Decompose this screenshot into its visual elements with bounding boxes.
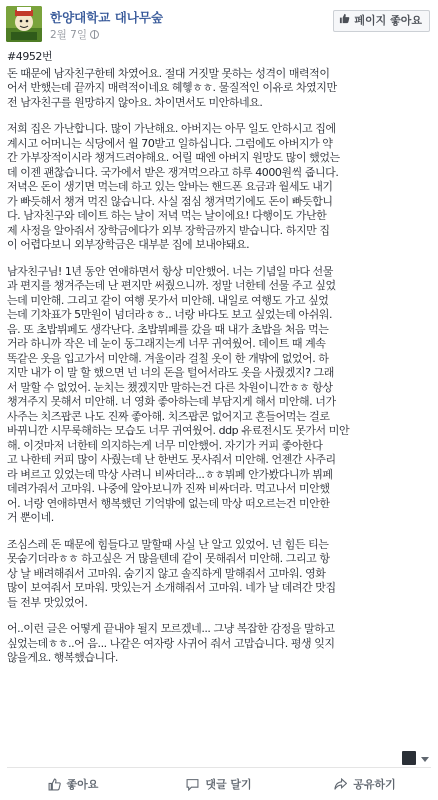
globe-icon <box>90 30 99 39</box>
post-paragraph: 저희 집은 가난합니다. 많이 가난해요. 아버지는 아무 일도 안하시고 집에 계시고 어머니는 식당에서 월 70받고 일하십니다. 그럼에도 아버지가 약 간 가부장적이시라 챙겨드려야해요. 어릴 때엔 아버지 원망도 많이 했었는 데 이젠 괜찮습니다. 국가에서 받은 쟁겨먹으라고 하루 4000원씩 줍니다. 저녁은 돈이 생기면 먹는데 하고 있는 알바는 핸드폰 요금과 월세도 내기 가 빠듯해서 챙겨 먹진 않습니다. 사실 점심 챙겨먹기에도 돈이 빠듯합니 다. 남자친구와 데이트 하는 날이 저녁 먹는 날이에요! 다행이도 가난한 제 사정을 알아줘서 장학금에다가 외부 장학금까지 받습니다. 하지만 집 이 어렵다보니 외부장학금은 대부분 집에 보내야돼요. <box>7 122 340 251</box>
thumbs-up-icon <box>339 11 350 31</box>
post-hashtag[interactable]: #4952번 <box>7 50 53 63</box>
like-page-label: 페이지 좋아요 <box>354 14 422 27</box>
like-label: 좋아요 <box>66 778 99 791</box>
post-action-bar <box>0 768 438 800</box>
comment-icon <box>186 778 199 791</box>
viewer-avatar[interactable] <box>402 751 416 765</box>
share-button[interactable] <box>292 768 438 800</box>
share-label: 공유하기 <box>353 778 396 791</box>
post-paragraph: 남자친구님! 1년 동안 연애하면서 항상 미안했어. 너는 기념일 마다 선물 과 편지를 챙겨주는데 난 편지만 써줬으니까. 정말 너한테 선물 주고 싶었 는데 미안해. 그리고 같이 여행 못가서 미안해. 내일로 여행도 가고 싶었 는데 기차표가 5만원이 넘더라ㅎㅎ.. 너랑 바다도 보고 싶었는데 아쉬워. 음. 또 초밥뷔페도 생각난다. 초밥뷔페를 갔을 때 내가 초밥을 처음 먹는 거라 하니까 작은 네 눈이 동그래지는게 너무 귀여웠어. 데이트 때 계속 똑같은 옷을 입고가서 미안해. 겨울이라 걸칠 옷이 한 개밖에 없었어. 하 지만 내가 이 말 할 했으면 넌 너의 돈을 털어서라도 옷을 사줬겠지? 그래 서 말할 수 없었어. 눈치는 챘겠지만 말하는건 다른 차원이니깐ㅎㅎ 항상 챙겨주지 못해서 미안해. 너 영화 좋아하는데 부담지게 해서 미안해. 너가 사주는 치즈팝콘 나도 진짜 좋아해. 치즈팝콘 없어지고 흔들어먹는 걸로 바뀌니깐 시무룩해하는 모습도 너무 귀여웠어. ddp 유료전시도 못가서 미안 해. 이것마저 너한테 의지하는게 너무 미안했어. 자기가 커피 좋아한다 고 나한테 커피 많이 사줬는데 난 한번도 못사줘서 미안해. 언젠간 사주리 라 벼르고 있었는데 막상 사려니 비싸더라...ㅎㅎ뷔페 안가봤다니까 뷔페 데려가줘서 고마워. 나중에 알아보니까 진짜 비싸더라. 먹고나서 미안했 어. 너랑 연애하면서 행복했던 기억밖에 없는데 막상 떠오르는건 미안한 거 뿐이네. <box>7 264 350 524</box>
like-page-button[interactable] <box>333 10 430 32</box>
chevron-down-icon[interactable] <box>421 757 429 762</box>
share-icon <box>334 778 347 791</box>
comment-label: 댓글 달기 <box>205 778 252 791</box>
post-header <box>0 0 438 46</box>
post-paragraph: 어..이런 글은 어떻게 끝내야 될지 모르겠네... 그냥 복잡한 감정을 말하고 싶었는데ㅎㅎ..어 음... 나같은 여자랑 사귀어 줘서 고맙습니다. 평생 잊지 않을게요. 행복했습니다. <box>7 622 335 664</box>
post-paragraph: 조심스레 돈 때문에 힘들다고 말할때 사실 난 알고 있었어. 넌 힘든 티는 못숨기더라ㅎㅎ 하고싶은 거 많을텐데 같이 못해줘서 미안해. 그리고 항 상 날 배려해줘서 고마워. 숨기지 않고 솔직하게 말해줘서 고마워. 영화 많이 보여줘서 모마워. 맛있는거 소개해줘서 고마워. 네가 날 데려간 맛집 들 전부 맛있었어. <box>7 537 336 609</box>
page-avatar[interactable] <box>6 6 42 42</box>
post-date[interactable]: 2월 7일 <box>50 29 87 41</box>
post-body <box>7 50 435 678</box>
post-paragraph: 돈 때문에 남자친구한테 차였어요. 절대 거짓말 못하는 성격이 매력적이 어서 반했는데 끝까지 매력적이네요 헤헿ㅎㅎ. 물질적인 이유로 차였지만 전 남자친구를 원망하지 않아요. 차이면서도 미안하네요. <box>7 66 337 109</box>
page-name-link[interactable]: 한양대학교 대나무숲 <box>50 10 164 25</box>
comment-button[interactable] <box>146 768 292 800</box>
post-meta <box>50 27 99 42</box>
reaction-row <box>0 746 438 768</box>
bamboo-logo-icon <box>6 6 42 42</box>
thumbs-up-icon <box>48 778 61 791</box>
like-button[interactable] <box>0 768 146 800</box>
